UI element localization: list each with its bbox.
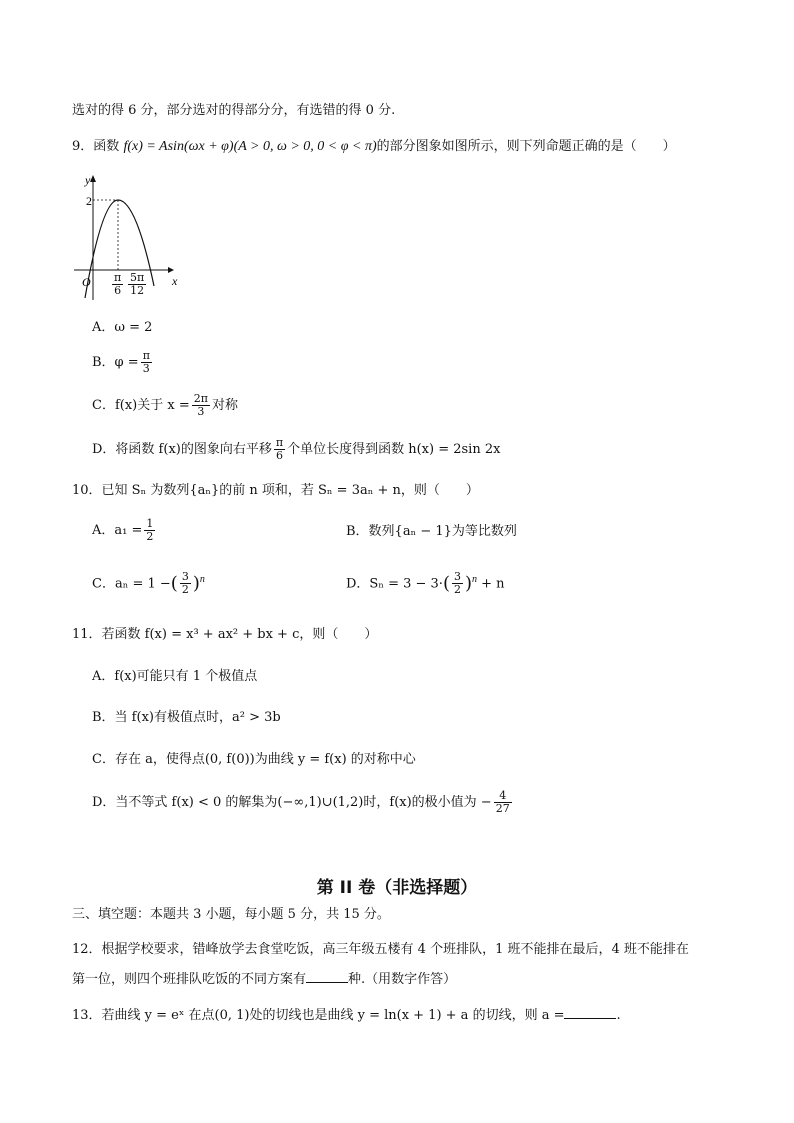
origin-label: O — [82, 275, 91, 289]
x-tick-5pi-over-12: $\frac{5\pi}{12}$ — [130, 271, 145, 297]
y-label: y — [85, 173, 91, 187]
q9-lead: 函数 — [93, 139, 120, 154]
q11-option-c: C．存在 a，使得点(0, f(0))为曲线 y = f(x) 的对称中心 — [92, 752, 416, 767]
q11-stem: 11．若函数 f(x) = x³ + ax² + bx + c，则（ ） — [72, 627, 378, 642]
q10-stem: 10．已知 Sₙ 为数列{aₙ}的前 n 项和，若 Sₙ = 3aₙ + n，则（ ） — [72, 483, 479, 498]
q9-formula: f(x) = Asin(ωx + φ)(A > 0, ω > 0, 0 < φ < π) — [123, 139, 377, 154]
q12-answer-blank[interactable] — [306, 970, 348, 983]
q11-option-b: B．当 f(x)有极值点时，a² > 3b — [92, 710, 281, 725]
q9-number: 9． — [72, 139, 94, 154]
q9-option-d: D．将函数 f(x)的图象向右平移 $\frac{\pi}{6}$ 个单位长度得到函数 h(x) = 2sin 2x — [92, 436, 501, 462]
q9-stem — [72, 137, 676, 157]
q13-stem: 13．若曲线 y = eˣ 在点(0, 1)处的切线也是曲线 y = ln(x + 1) + a 的切线，则 a = . — [72, 1008, 621, 1023]
q12-line1: 12．根据学校要求，错峰放学去食堂吃饭，高三年级五楼有 4 个班排队，1 班不能排在最后，4 班不能排在 — [72, 942, 689, 957]
q9-option-c: C．f(x)关于 x = $\frac{2\pi}{3}$ 对称 — [92, 392, 238, 418]
y-tick-2: 2 — [86, 194, 92, 208]
q10-option-a: A．a₁ = $\frac{1}{2}$ — [92, 517, 154, 543]
q11-option-d: D．当不等式 f(x) < 0 的解集为(−∞,1)∪(1,2)时，f(x)的极小值为 − $\frac{4}{27}$ — [92, 789, 510, 815]
q12-line2: 第一位，则四个班排队吃饭的不同方案有 种.（用数字作答） — [72, 972, 457, 987]
q10-option-b: B．数列{aₙ − 1}为等比数列 — [346, 524, 517, 539]
q11-option-a: A．f(x)可能只有 1 个极值点 — [92, 669, 258, 684]
q9-tail: 的部分图象如图所示，则下列命题正确的是（ ） — [376, 139, 676, 154]
q9-option-b: B．φ = $\frac{\pi}{3}$ — [92, 349, 150, 375]
x-label: x — [172, 274, 178, 288]
intro-text: 选对的得 6 分，部分选对的得部分分，有选错的得 0 分. — [72, 103, 396, 118]
x-axis-arrow — [168, 267, 174, 273]
q9-option-a: A．ω = 2 — [92, 320, 153, 335]
section3-heading: 三、填空题：本题共 3 小题，每小题 5 分，共 15 分。 — [72, 907, 390, 922]
x-tick-pi-over-6: $\frac{\pi}{6}$ — [114, 271, 122, 297]
q10-option-c: C．aₙ = 1 −( $\frac{3}{2}$ )$^n$ — [92, 570, 205, 597]
section-title: 第 II 卷（非选择题） — [316, 878, 478, 898]
q13-answer-blank[interactable] — [564, 1006, 616, 1019]
y-axis-arrow — [90, 175, 96, 182]
q10-option-d: D．Sₙ = 3 − 3·( $\frac{3}{2}$ )$^n$ + n — [346, 570, 505, 597]
